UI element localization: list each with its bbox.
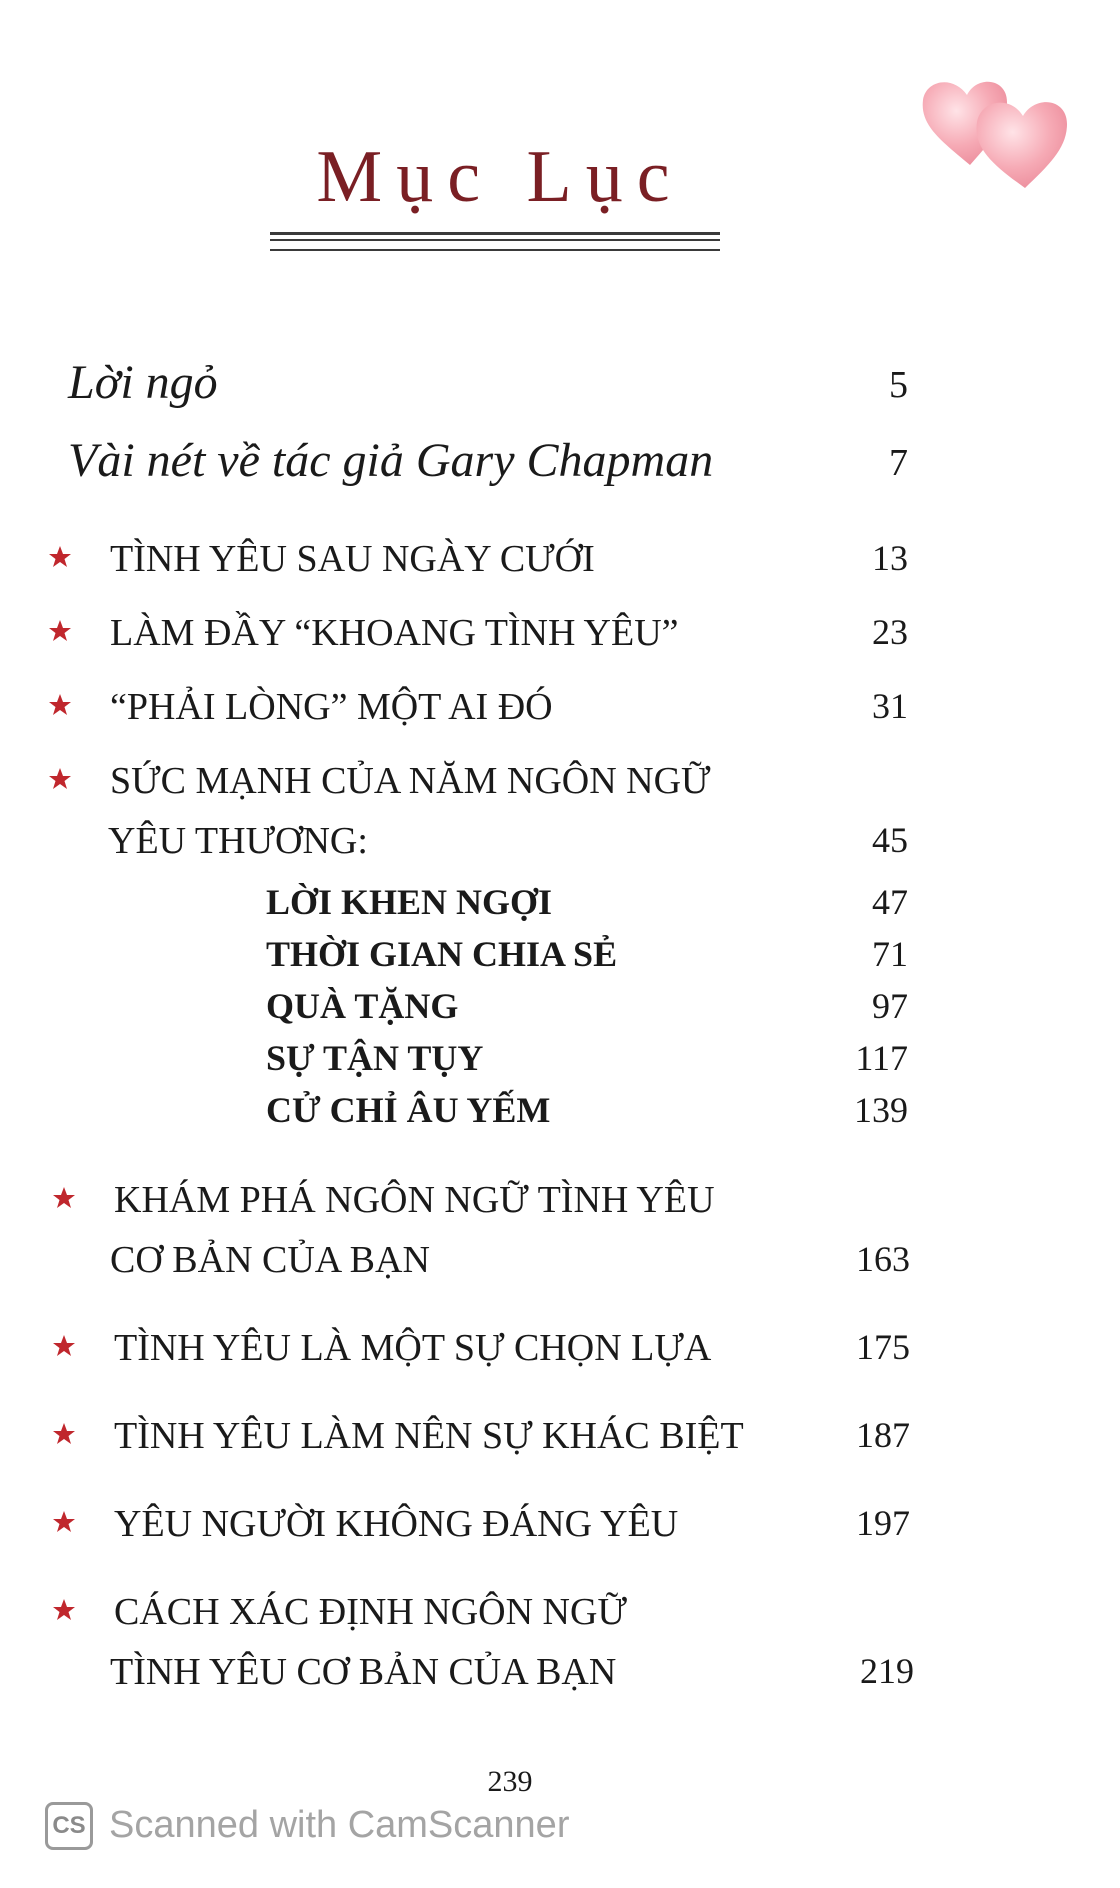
entry-label-line2: YÊU THƯƠNG: [108, 820, 368, 862]
entry-label-line1: CÁCH XÁC ĐỊNH NGÔN NGỮ [114, 1591, 627, 1633]
entry-page: 23 [872, 612, 908, 652]
subentry-page: 117 [855, 1038, 908, 1078]
entry-page: 175 [856, 1327, 910, 1367]
subentry-label: THỜI GIAN CHIA SẺ [266, 934, 618, 974]
entry-page: 197 [856, 1503, 910, 1543]
subentry-label: SỰ TẬN TỤY [266, 1038, 484, 1078]
entry-label-line2: TÌNH YÊU CƠ BẢN CỦA BẠN [110, 1651, 617, 1693]
subentry-page: 71 [872, 934, 908, 974]
entry-page: 45 [872, 820, 908, 860]
entry-page: 219 [860, 1651, 914, 1691]
subentry-page: 97 [872, 986, 908, 1026]
camscanner-text: Scanned with CamScanner [109, 1804, 570, 1846]
entry-label: Lời ngỏ [68, 356, 218, 409]
subentry-page: 47 [872, 882, 908, 922]
entry-label: Vài nét về tác giả Gary Chapman [68, 434, 714, 487]
entry-label: TÌNH YÊU SAU NGÀY CƯỚI [110, 538, 595, 580]
entry-label-line2: CƠ BẢN CỦA BẠN [110, 1239, 430, 1281]
entry-label: YÊU NGƯỜI KHÔNG ĐÁNG YÊU [114, 1503, 679, 1545]
subentry-page: 139 [854, 1090, 908, 1130]
entry-page: 31 [872, 686, 908, 726]
page-title: Mục Lục [316, 136, 684, 218]
star-bullet-icon [52, 1334, 76, 1358]
hearts-decoration-icon [915, 70, 1085, 200]
entry-page: 13 [872, 538, 908, 578]
star-bullet-icon [48, 619, 72, 643]
star-bullet-icon [48, 545, 72, 569]
subentry-label: QUÀ TẶNG [266, 986, 459, 1026]
entry-label-line1: KHÁM PHÁ NGÔN NGỮ TÌNH YÊU [114, 1179, 715, 1221]
entry-label: TÌNH YÊU LÀ MỘT SỰ CHỌN LỰA [114, 1327, 712, 1369]
entry-page: 163 [856, 1239, 910, 1279]
entry-label: LÀM ĐẦY “KHOANG TÌNH YÊU” [110, 612, 679, 654]
heart-right-icon [976, 102, 1067, 188]
entry-page: 187 [856, 1415, 910, 1455]
entry-label: TÌNH YÊU LÀM NÊN SỰ KHÁC BIỆT [114, 1415, 744, 1457]
entry-label: “PHẢI LÒNG” MỘT AI ĐÓ [110, 686, 553, 728]
subentry-label: LỜI KHEN NGỢI [266, 882, 553, 922]
subentry-label: CỬ CHỈ ÂU YẾM [266, 1090, 551, 1130]
star-bullet-icon [48, 693, 72, 717]
star-bullet-icon [52, 1186, 76, 1210]
camscanner-logo-icon: CS [45, 1802, 93, 1850]
title-underline [270, 232, 720, 251]
entry-page: 7 [889, 442, 908, 484]
star-bullet-icon [52, 1510, 76, 1534]
page-number: 239 [487, 1765, 533, 1798]
entry-page: 5 [889, 364, 908, 406]
entry-label-line1: SỨC MẠNH CỦA NĂM NGÔN NGỮ [110, 760, 711, 802]
star-bullet-icon [48, 767, 72, 791]
star-bullet-icon [52, 1598, 76, 1622]
star-bullet-icon [52, 1422, 76, 1446]
